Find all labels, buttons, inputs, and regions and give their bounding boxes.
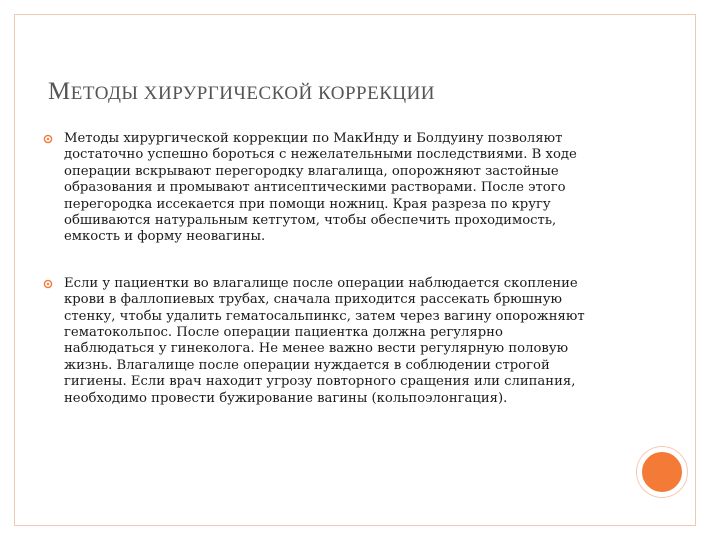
bullet-text [64, 131, 676, 246]
bullet-line: образования и промывают антисептическими растворами. После этого [64, 180, 566, 196]
bullet-line: Если у пациентки во влагалище после операции наблюдается скопление [64, 275, 578, 291]
bullet-text [64, 276, 676, 407]
bullet-line: гематокольпос. После операции пациентка должна регулярно [64, 325, 503, 341]
bullet-line: перегородка иссекается при помощи ножниц. Края разреза по кругу [64, 196, 551, 212]
bullet-line: наблюдаться у гинеколога. Не менее важно вести регулярную половую [64, 341, 569, 357]
bullet-item [40, 276, 676, 407]
bullet-line: крови в фаллопиевых трубах, сначала приходится рассекать брюшную [64, 292, 562, 308]
bullet-line: стенку, чтобы удалить гематосальпинкс, затем через вагину опорожняют [64, 308, 585, 324]
bullet-item [40, 131, 676, 246]
bullet-line: Методы хирургической коррекции по МакИнду и Болдуину позволяют [64, 131, 563, 146]
bullet-line: операции вскрывают перегородку влагалища, опорожняют застойные [64, 163, 559, 179]
decorative-circle [637, 447, 687, 497]
title-rest: ЕТОДЫ ХИРУРГИЧЕСКОЙ КОРРЕКЦИИ [70, 83, 436, 104]
slide-content [40, 131, 676, 407]
bullet-line: необходимо провести бужирование вагины (кольпоэлонгация). [64, 390, 508, 406]
bullet-icon [43, 279, 53, 289]
bullet-line: достаточно успешно бороться с нежелательными последствиями. В ходе [64, 147, 577, 163]
bullet-line: гигиены. Если врач находит угрозу повторного сращения или слипания, [64, 374, 576, 390]
bullet-line: жизнь. Влагалище после операции нуждается в соблюдении строгой [64, 357, 550, 373]
bullet-line: обшиваются натуральным кетгутом, чтобы обеспечить проходимость, [64, 213, 557, 229]
slide-title [48, 78, 435, 106]
bullet-icon [43, 134, 53, 144]
bullet-line: емкость и форму неовагины. [64, 229, 266, 245]
title-first-letter: М [48, 78, 71, 105]
